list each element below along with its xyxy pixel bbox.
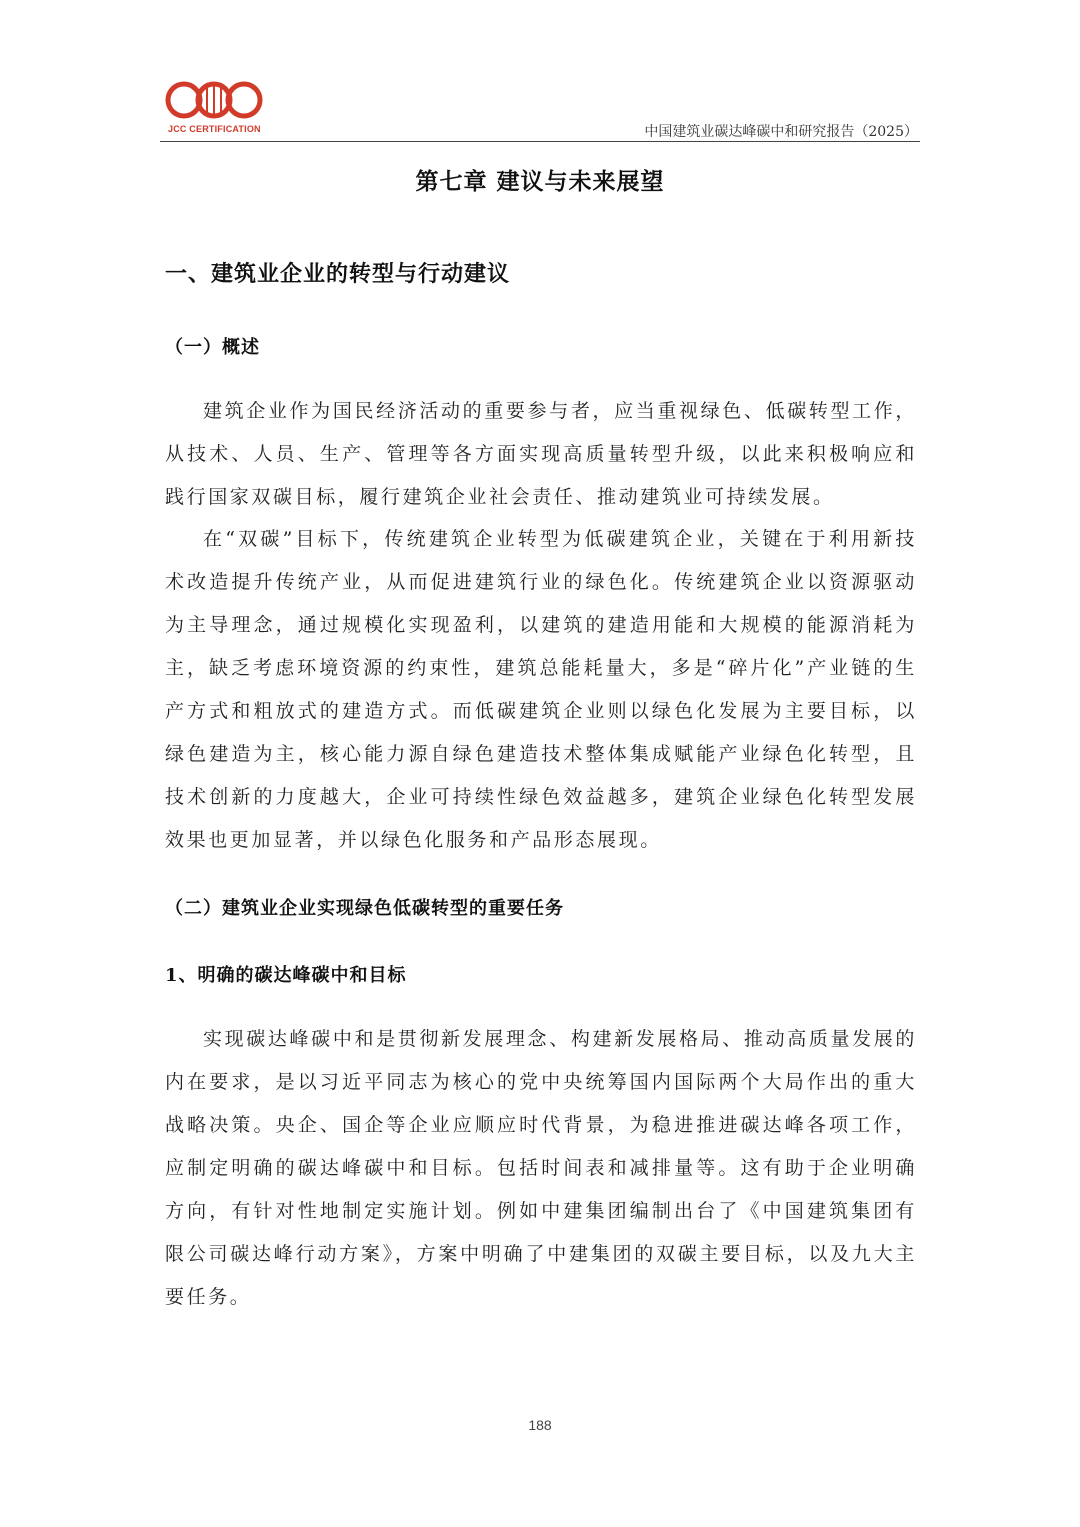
subsection-heading-overview: （一）概述: [165, 337, 260, 358]
paragraph-2: 在“双碳”目标下，传统建筑企业转型为低碳建筑企业，关键在于利用新技术改造提升传统产业，从而促进建筑行业的绿色化。传统建筑企业以资源驱动为主导理念，通过规模化实现盈利，以建筑的建造用能和大规模的能源消耗为主，缺乏考虑环境资源的约束性，建筑总能耗量大，多是“碎片化”产业链的生产方式和粗放式的建造方式。而低碳建筑企业则以绿色化发展为主要目标，以绿色建造为主，核心能力源自绿色建造技术整体集成赋能产业绿色化转型，且技术创新的力度越大，企业可持续性绿色效益越多，建筑企业绿色化转型发展效果也更加显著，并以绿色化服务和产品形态展现。: [165, 528, 917, 851]
logo-text: JCC CERTIFICATION: [168, 124, 261, 134]
chapter-title: 第七章 建议与未来展望: [415, 168, 665, 195]
subsection-heading-tasks: （二）建筑业企业实现绿色低碳转型的重要任务: [165, 898, 564, 919]
item-heading: 1、明确的碳达峰碳中和目标: [165, 965, 407, 986]
page-number: 188: [528, 1417, 552, 1433]
paragraph-1: 建筑企业作为国民经济活动的重要参与者，应当重视绿色、低碳转型工作，从技术、人员、生产、管理等各方面实现高质量转型升级，以此来积极响应和践行国家双碳目标，履行建筑企业社会责任、推动建筑业可持续发展。: [165, 400, 917, 508]
section-heading: 一、建筑业企业的转型与行动建议: [165, 261, 511, 287]
running-header: 中国建筑业碳达峰碳中和研究报告（2025）: [644, 124, 918, 140]
jcc-rings-icon: [163, 78, 265, 126]
paragraph-3: 实现碳达峰碳中和是贯彻新发展理念、构建新发展格局、推动高质量发展的内在要求，是以习近平同志为核心的党中央统筹国内国际两个大局作出的重大战略决策。央企、国企等企业应顺应时代背景，为稳进推进碳达峰各项工作，应制定明确的碳达峰碳中和目标。包括时间表和减排量等。这有助于企业明确方向，有针对性地制定实施计划。例如中建集团编制出台了《中国建筑集团有限公司碳达峰行动方案》，方案中明确了中建集团的双碳主要目标，以及九大主要任务。: [165, 1028, 917, 1308]
header-divider: [160, 141, 920, 142]
